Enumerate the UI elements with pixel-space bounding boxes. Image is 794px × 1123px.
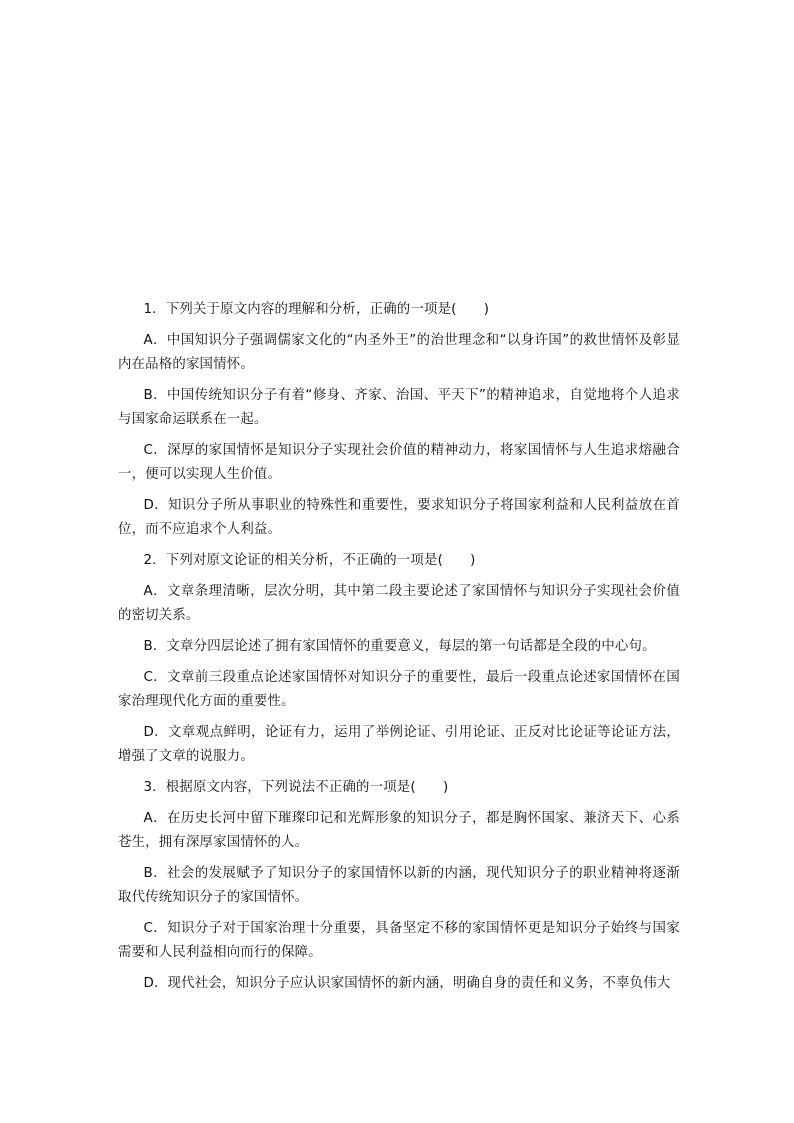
question-1-option-b: B．中国传统知识分子有着“修身、齐家、治国、平天下”的精神追求，自觉地将个人追求与国家命运联系在一起。 (118, 388, 680, 427)
question-2-stem: 2．下列对原文论证的相关分析，不正确的一项是( ) (143, 553, 476, 568)
question-3-option-c: C．知识分子对于国家治理十分重要，具备坚定不移的家国情怀更是知识分子始终与国家需要和人民利益相向而行的保障。 (118, 921, 680, 960)
question-3-option-d: D．现代社会，知识分子应认识家国情怀的新内涵，明确自身的责任和义务，不辜负伟大 (143, 976, 671, 991)
question-3-stem: 3．根据原文内容，下列说法不正确的一项是( ) (143, 780, 449, 795)
question-2-option-d: D．文章观点鲜明，论证有力，运用了举例论证、引用论证、正反对比论证等论证方法，增强了文章的说服力。 (118, 725, 680, 764)
question-1-option-a: A．中国知识分子强调儒家文化的“内圣外王”的治世理念和“以身许国”的救世情怀及彰显内在品格的家国情怀。 (118, 333, 680, 372)
question-1-option-d: D．知识分子所从事职业的特殊性和重要性，要求知识分子将国家利益和人民利益放在首位，而不应追求个人利益。 (118, 498, 680, 537)
question-2-option-c: C．文章前三段重点论述家国情怀对知识分子的重要性，最后一段重点论述家国情怀在国家治理现代化方面的重要性。 (118, 670, 680, 709)
question-2-option-a: A．文章条理清晰，层次分明，其中第二段主要论述了家国情怀与知识分子实现社会价值的密切关系。 (118, 584, 680, 623)
question-3-option-a: A．在历史长河中留下璀璨印记和光辉形象的知识分子，都是胸怀国家、兼济天下、心系苍生，拥有深厚家国情怀的人。 (118, 811, 680, 850)
question-1-option-c: C．深厚的家国情怀是知识分子实现社会价值的精神动力，将家国情怀与人生追求熔融合一，便可以实现人生价值。 (118, 443, 680, 482)
question-1-stem: 1．下列关于原文内容的理解和分析，正确的一项是( ) (143, 302, 490, 317)
question-2-option-b: B．文章分四层论述了拥有家国情怀的重要意义，每层的第一句话都是全段的中心句。 (143, 639, 656, 654)
question-document (118, 298, 680, 1003)
question-3-option-b: B．社会的发展赋予了知识分子的家国情怀以新的内涵，现代知识分子的职业精神将逐渐取代传统知识分子的家国情怀。 (118, 866, 680, 905)
